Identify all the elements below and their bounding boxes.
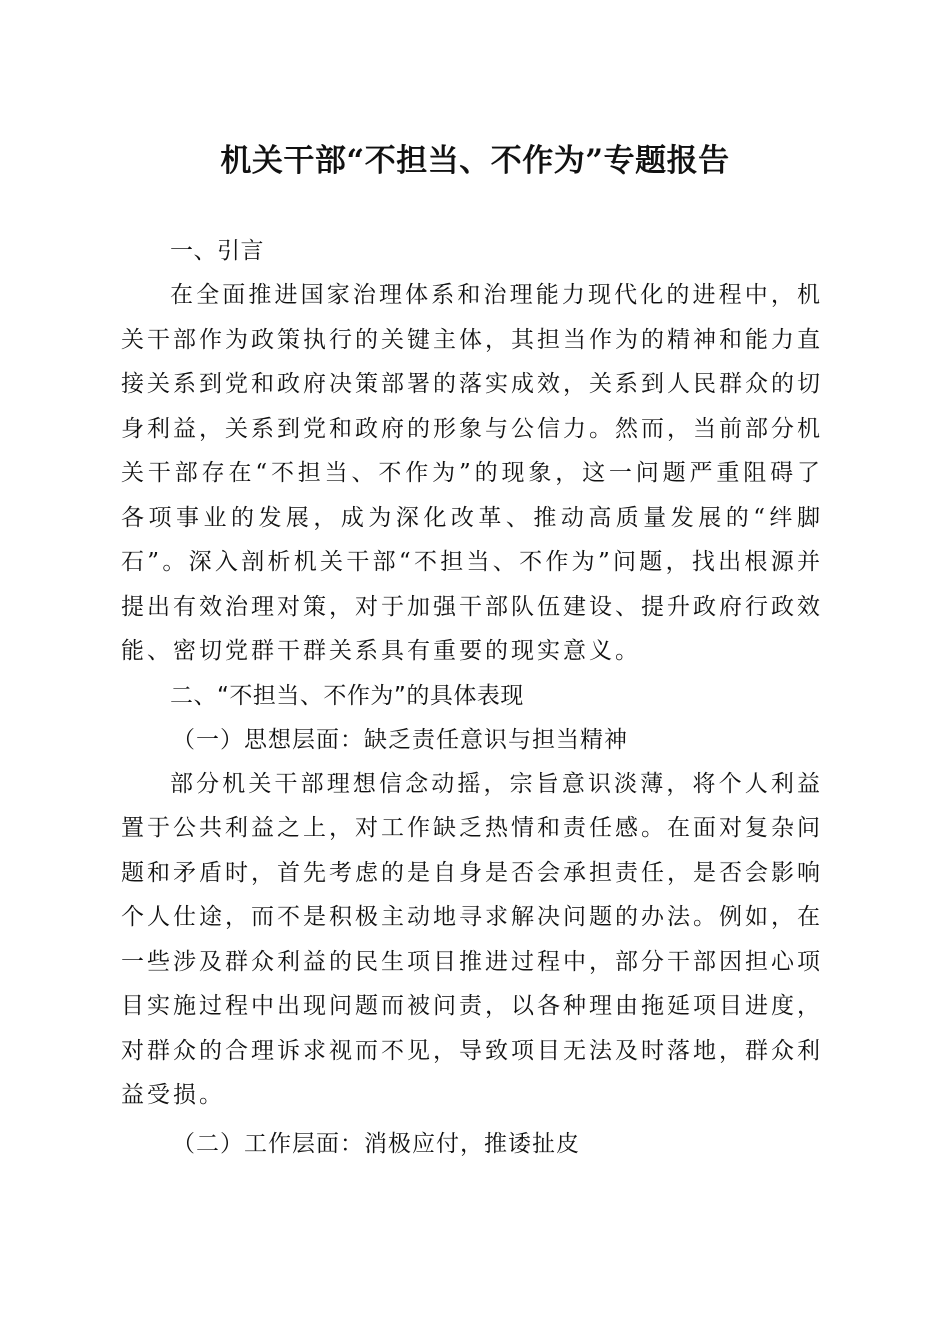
document-title: 机关干部“不担当、不作为”专题报告 [220, 143, 730, 179]
section-heading-manifestations: 二、“不担当、不作为”的具体表现 [170, 682, 524, 709]
subsection-heading-ideology: （一）思想层面：缺乏责任意识与担当精神 [172, 726, 628, 753]
ideology-paragraph: 部分机关干部理想信念动摇，宗旨意识淡薄，将个人利益置于公共利益之上，对工作缺乏热情和责任感。在面对复杂问题和矛盾时，首先考虑的是自身是否会承担责任，是否会影响个人仕途，而不是积极主动地寻求解决问题的办法。例如，在一些涉及群众利益的民生项目推进过程中，部分干部因担心项目实施过程中出现问题而被问责，以各种理由拖延项目进度，对群众的合理诉求视而不见，导致项目无法及时落地，群众利益受损。 [121, 770, 823, 1108]
section-heading-introduction: 一、引言 [170, 238, 264, 264]
document-body [121, 229, 823, 1166]
subsection-heading-work: （二）工作层面：消极应付，推诿扯皮 [172, 1130, 580, 1157]
introduction-paragraph: 在全面推进国家治理体系和治理能力现代化的进程中，机关干部作为政策执行的关键主体，其担当作为的精神和能力直接关系到党和政府决策部署的落实成效，关系到人民群众的切身利益，关系到党和政府的形象与公信力。然而，当前部分机关干部存在“不担当、不作为”的现象，这一问题严重阻碍了各项事业的发展，成为深化改革、推动高质量发展的“绊脚石”。深入剖析机关干部“不担当、不作为”问题，找出根源并提出有效治理对策，对于加强干部队伍建设、提升政府行政效能、密切党群干群关系具有重要的现实意义。 [121, 282, 823, 664]
